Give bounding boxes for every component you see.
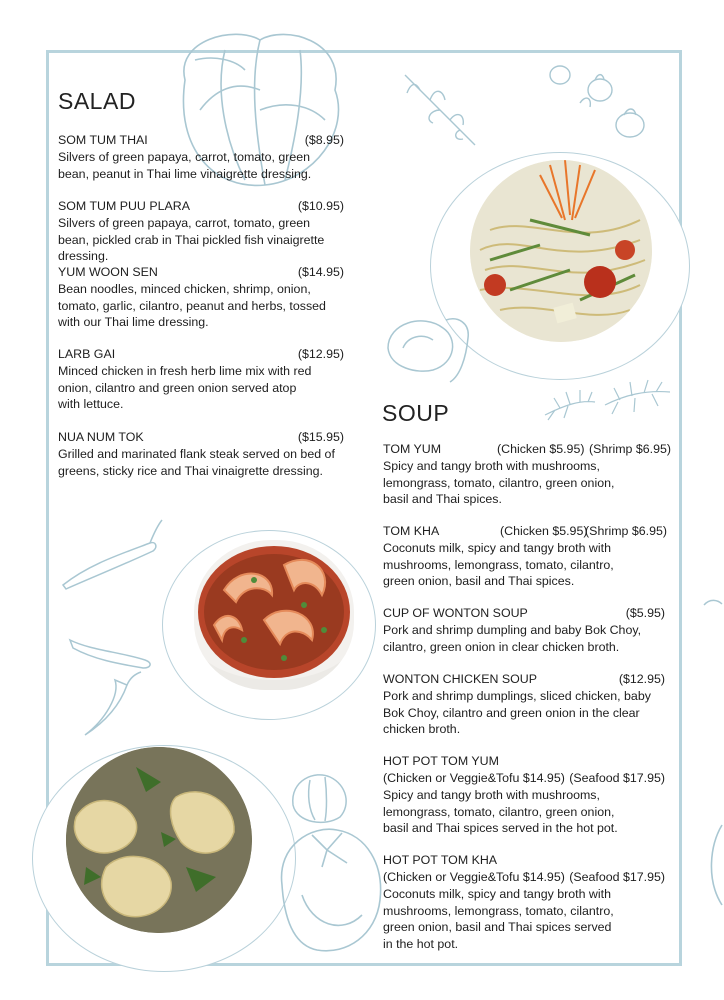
- menu-item-tom-yum: [383, 441, 671, 508]
- item-description: Silvers of green papaya, carrot, tomato, green bean, peanut in Thai lime vinaigrette dressing.: [58, 150, 312, 181]
- menu-item-som-tum-thai: [58, 132, 344, 182]
- item-description: Coconuts milk, spicy and tangy broth with mushrooms, lemongrass, tomato, cilantro, green onion, basil and Thai spices served in the hot pot.: [383, 887, 614, 951]
- dill-sketch-icon: [540, 370, 680, 430]
- item-description: Pork and shrimp dumplings, sliced chicken, baby Bok Choy, cilantro and green onion in the clear chicken broth.: [383, 689, 651, 737]
- item-name: NUA NUM TOK: [58, 430, 144, 444]
- menu-item-nua-num-tok: [58, 429, 344, 479]
- item-description: Grilled and marinated flank steak served on bed of greens, sticky rice and Thai vinaigrette dressing.: [58, 447, 335, 478]
- item-name: HOT POT TOM YUM: [383, 754, 499, 768]
- menu-item-hot-pot-tom-yum: [383, 753, 665, 837]
- menu-item-wonton-chicken-soup: [383, 671, 665, 738]
- soup-section-title: SOUP: [382, 400, 450, 426]
- item-option-chicken: (Chicken $5.95): [500, 524, 588, 538]
- item-price: ($10.95): [297, 199, 344, 213]
- item-name: WONTON CHICKEN SOUP: [383, 672, 537, 686]
- item-description: Pork and shrimp dumpling and baby Bok Choy, cilantro, green onion in clear chicken broth.: [383, 623, 642, 654]
- item-option-shrimp: (Shrimp $6.95): [589, 442, 671, 456]
- salad-section-title: SALAD: [58, 88, 136, 114]
- menu-item-larb-gai: [58, 346, 344, 413]
- item-price: ($8.95): [304, 133, 344, 147]
- tomato-edge-sketch-icon: [700, 820, 724, 910]
- item-name: SOM TUM PUU PLARA: [58, 199, 190, 213]
- item-description: Spicy and tangy broth with mushrooms, lemongrass, tomato, cilantro, green onion, basil and Thai spices.: [383, 459, 615, 507]
- garlic-sketch-icon: [540, 55, 655, 150]
- item-description: Coconuts milk, spicy and tangy broth with mushrooms, lemongrass, tomato, cilantro, green onion, basil and Thai spices.: [383, 541, 614, 589]
- item-name: LARB GAI: [58, 347, 116, 361]
- item-price: ($5.95): [625, 606, 665, 620]
- item-name: YUM WOON SEN: [58, 265, 158, 279]
- item-description: Spicy and tangy broth with mushrooms, lemongrass, tomato, cilantro, green onion, basil and Thai spices served in the hot pot.: [383, 788, 618, 836]
- item-name: SOM TUM THAI: [58, 133, 148, 147]
- tomato-sketch-icon: [272, 815, 387, 960]
- menu-item-yum-woon-sen: [58, 264, 344, 331]
- item-option-chicken: (Chicken $5.95): [497, 442, 585, 456]
- chili-pepper-sketch-icon: [65, 630, 160, 740]
- item-option-chicken-veggie: (Chicken or Veggie&Tofu $14.95): [383, 771, 565, 785]
- item-name: TOM KHA: [383, 524, 440, 538]
- item-description: Minced chicken in fresh herb lime mix with red onion, cilantro and green onion served atop with lettuce.: [58, 364, 312, 412]
- item-option-chicken-veggie: (Chicken or Veggie&Tofu $14.95): [383, 870, 565, 884]
- item-name: TOM YUM: [383, 442, 442, 456]
- chili-pepper-sketch-icon: [58, 515, 168, 595]
- item-name: HOT POT TOM KHA: [383, 853, 498, 867]
- papaya-salad-photo: [470, 160, 652, 342]
- item-price: ($14.95): [297, 265, 344, 279]
- tom-yum-shrimp-photo: [194, 540, 354, 690]
- menu-item-cup-of-wonton-soup: [383, 605, 665, 655]
- item-price: ($12.95): [297, 347, 344, 361]
- mushroom-sketch-icon: [378, 308, 478, 388]
- item-description: Silvers of green papaya, carrot, tomato, green bean, pickled crab in Thai pickled fish vinaigrette dressing.: [58, 216, 325, 264]
- leaf-sketch-icon: [700, 590, 724, 620]
- item-option-shrimp: (Shrimp $6.95): [585, 524, 667, 538]
- item-name: CUP OF WONTON SOUP: [383, 606, 528, 620]
- item-price: ($15.95): [297, 430, 344, 444]
- item-option-seafood: (Seafood $17.95): [569, 870, 665, 884]
- menu-item-som-tum-puu-plara: [58, 198, 344, 265]
- herb-sprig-sketch-icon: [395, 65, 485, 150]
- item-description: Bean noodles, minced chicken, shrimp, onion, tomato, garlic, cilantro, peanut and herbs, tossed with our Thai lime dressing.: [58, 282, 326, 330]
- wonton-soup-photo: [66, 747, 252, 933]
- menu-item-tom-kha: [383, 523, 667, 590]
- item-price: ($12.95): [618, 672, 665, 686]
- item-option-seafood: (Seafood $17.95): [569, 771, 665, 785]
- menu-item-hot-pot-tom-kha: [383, 852, 665, 952]
